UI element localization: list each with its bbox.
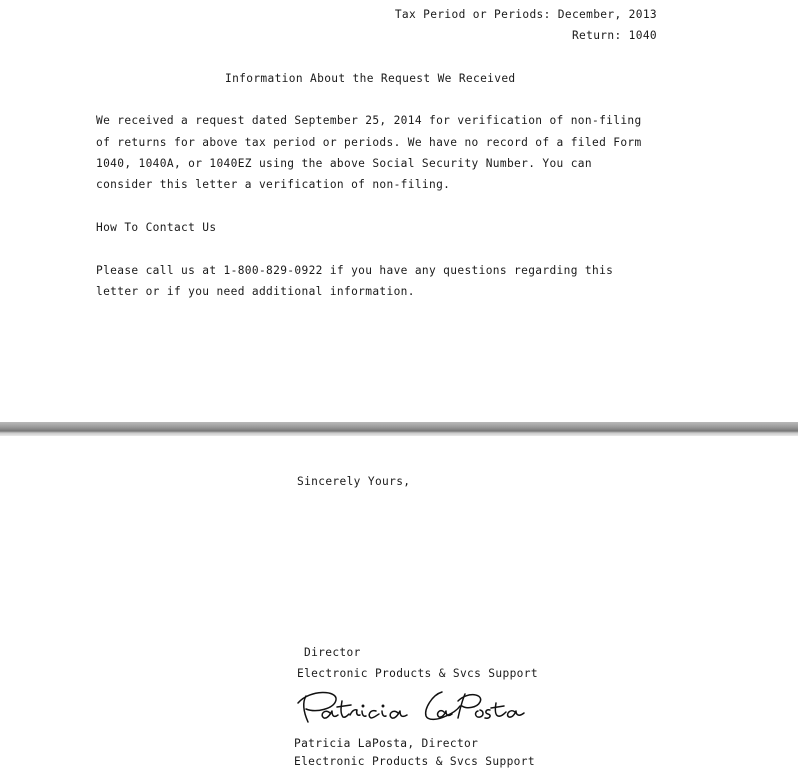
contact-heading: How To Contact Us <box>96 221 217 234</box>
page-break-divider <box>0 422 798 436</box>
signer-title: Director <box>304 646 361 659</box>
tax-period-line: Tax Period or Periods: December, 2013 <box>394 8 657 21</box>
salutation: Sincerely Yours, <box>297 475 411 488</box>
paragraph-line: of returns for above tax period or periods. We have no record of a filed Form <box>96 136 642 149</box>
signer-name-title: Patricia LaPosta, Director <box>294 737 479 750</box>
paragraph-line: 1040, 1040A, or 1040EZ using the above Social Security Number. You can <box>96 157 592 170</box>
return-type-line: Return: 1040 <box>571 29 657 42</box>
paragraph-line: consider this letter a verification of non-filing. <box>96 178 451 191</box>
signer-department: Electronic Products & Svcs Support <box>297 667 538 680</box>
handwritten-signature <box>294 687 529 727</box>
signer-department-footer: Electronic Products & Svcs Support <box>294 755 535 768</box>
section-heading: Information About the Request We Received <box>225 72 516 85</box>
contact-line: Please call us at 1-800-829-0922 if you have any questions regarding this <box>96 264 614 277</box>
contact-line: letter or if you need additional information. <box>96 285 415 298</box>
paragraph-line: We received a request dated September 25, 2014 for verification of non-filing <box>96 114 642 127</box>
